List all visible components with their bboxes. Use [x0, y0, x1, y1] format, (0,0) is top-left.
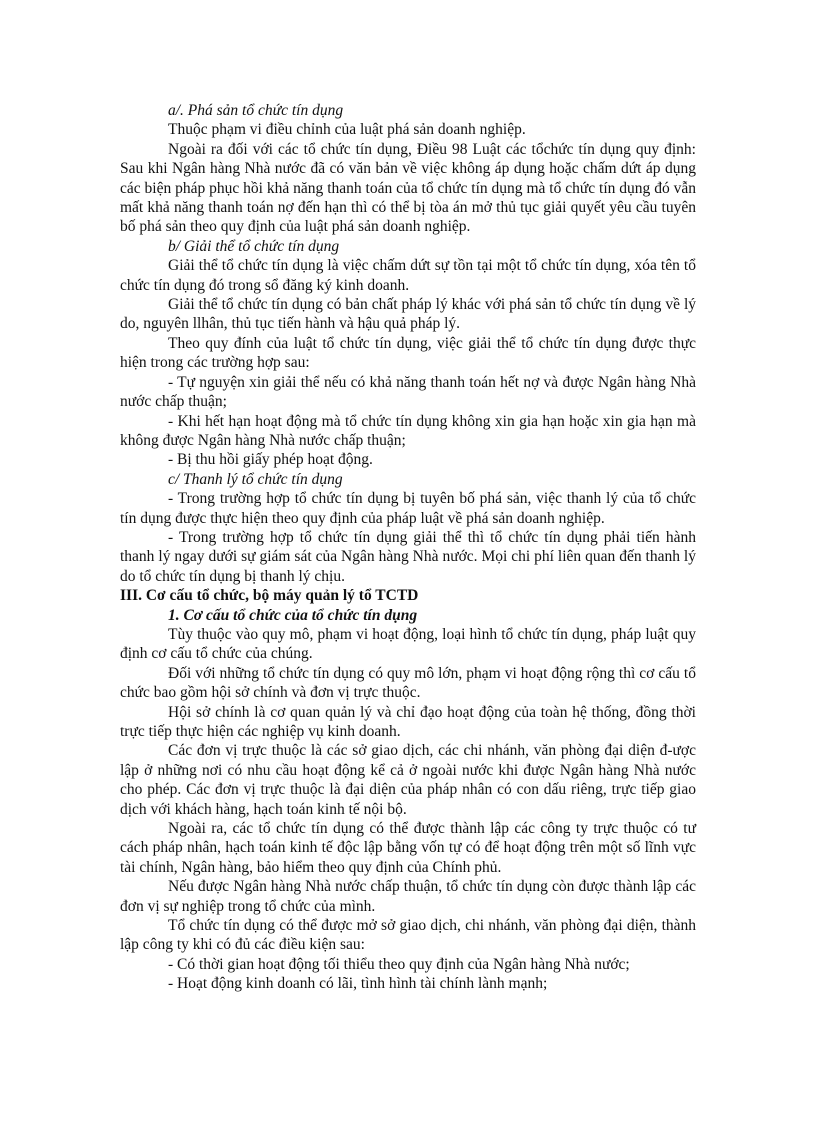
paragraph: Các đơn vị trực thuộc là các sở giao dịch, các chi nhánh, văn phòng đại diện đ-ược lập ở những nơi có nhu cầu hoạt động kể cả ở ngoài nước khi được Ngân hàng Nhà nước cho phép. Các đơn vị trực thuộc là đại diện của pháp nhân có con dấu riêng, trực tiếp giao dịch với khách hàng, hạch toán kinh tế nội bộ. [120, 742, 696, 818]
list-item: - Tự nguyện xin giải thể nếu có khả năng thanh toán hết nợ và được Ngân hàng Nhà nước chấp thuận; [120, 373, 696, 411]
paragraph: Đối với những tổ chức tín dụng có quy mô lớn, phạm vi hoạt động rộng thì cơ cấu tổ chức bao gồm hội sở chính và đơn vị trực thuộc. [120, 664, 696, 702]
section-title-bankruptcy: a/. Phá sản tổ chức tín dụng [168, 102, 344, 119]
paragraph: Ngoài ra, các tổ chức tín dụng có thể được thành lập các công ty trực thuộc có tư cách pháp nhân, hạch toán kinh tế độc lập bằng vốn tự có để hoạt động trên một số lĩnh vực tài chính, Ngân hàng, bảo hiểm theo quy định của Chính phủ. [120, 820, 696, 876]
paragraph: Hội sở chính là cơ quan quản lý và chỉ đạo hoạt động của toàn hệ thống, đồng thời trực tiếp thực hiện các nghiệp vụ kinh doanh. [120, 703, 696, 740]
paragraph: Ngoài ra đối với các tổ chức tín dụng, Điều 98 Luật các tổchức tín dụng quy định: Sau khi Ngân hàng Nhà nước đã có văn bản về việc không áp dụng hoặc chấm dứt áp dụng các biện pháp phục hồi khả năng thanh toán của tổ chức tín dụng mà tổ chức tín dụng đó vẫn mất khả năng thanh toán nợ đến hạn thì có thể bị tòa án mở thủ tục giải quyết yêu cầu tuyên bố phá sản theo quy định của luật phá sản doanh nghiệp. [120, 140, 696, 236]
paragraph: Tùy thuộc vào quy mô, phạm vi hoạt động, loại hình tổ chức tín dụng, pháp luật quy định cơ cấu tổ chức của chúng. [120, 625, 696, 663]
section-title-dissolution: b/ Giải thể tổ chức tín dụng [168, 237, 340, 255]
list-item: - Bị thu hồi giấy phép hoạt động. [168, 451, 373, 469]
paragraph: Giải thể tổ chức tín dụng là việc chấm dứt sự tồn tại một tổ chức tín dụng, xóa tên tổ chức tín dụng đó trong sổ đăng ký kinh doanh. [120, 257, 696, 294]
chapter-heading: III. Cơ cấu tổ chức, bộ máy quản lý tổ TCTD [120, 587, 419, 605]
document-page [120, 101, 696, 994]
section-title-liquidation: c/ Thanh lý tổ chức tín dụng [168, 470, 343, 488]
section-heading: 1. Cơ cấu tổ chức của tổ chức tín dụng [168, 606, 418, 624]
paragraph: Tổ chức tín dụng có thể được mở sở giao dịch, chi nhánh, văn phòng đại diện, thành lập công ty khi có đủ các điều kiện sau: [120, 917, 696, 954]
list-item: - Có thời gian hoạt động tối thiểu theo quy định của Ngân hàng Nhà nước; [168, 955, 630, 973]
list-item: - Khi hết hạn hoạt động mà tổ chức tín dụng không xin gia hạn hoặc xin gia hạn mà không được Ngân hàng Nhà nước chấp thuận; [120, 412, 696, 449]
paragraph: Giải thể tổ chức tín dụng có bản chất pháp lý khác với phá sản tổ chức tín dụng về lý do, nguyên llhân, thủ tục tiến hành và hậu quả pháp lý. [120, 296, 696, 333]
list-item: - Hoạt động kinh doanh có lãi, tình hình tài chính lành mạnh; [168, 975, 548, 993]
paragraph: Nếu được Ngân hàng Nhà nước chấp thuận, tổ chức tín dụng còn được thành lập các đơn vị sự nghiệp trong tổ chức của mình. [120, 878, 696, 915]
list-item: - Trong trường hợp tổ chức tín dụng giải thể thì tổ chức tín dụng phải tiến hành thanh lý ngay dưới sự giám sát của Ngân hàng Nhà nước. Mọi chi phí liên quan đến thanh lý do tổ chức tín dụng bị thanh lý chịu. [120, 528, 696, 585]
paragraph: Thuộc phạm vi điều chỉnh của luật phá sản doanh nghiệp. [168, 121, 526, 139]
paragraph: Theo quy đính của luật tổ chức tín dụng, việc giải thể tổ chức tín dụng được thực hiện trong các trường hợp sau: [120, 334, 696, 372]
list-item: - Trong trường hợp tổ chức tín dụng bị tuyên bố phá sản, việc thanh lý của tổ chức tín dụng được thực hiện theo quy định của pháp luật về phá sản doanh nghiệp. [120, 490, 696, 527]
